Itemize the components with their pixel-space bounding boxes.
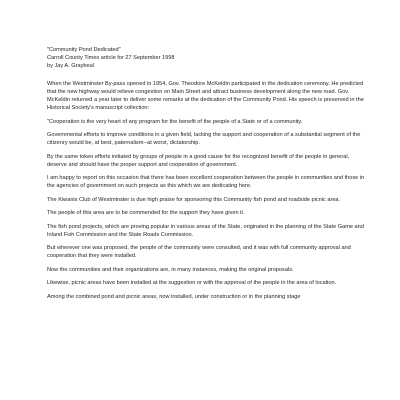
article-source: Carroll County Times article for 27 September 1998: [47, 55, 175, 61]
article-title: "Community Pond Dedicated": [47, 47, 121, 53]
document-body: [47, 46, 367, 306]
paragraph: The people of this area are to be commended for the support they have given it.: [47, 210, 245, 216]
paragraph: I am happy to report on this occasion that there has been excellent cooperation between the people in communities and those in the agencies of government on such projects as this which we are dedicating here.: [47, 175, 365, 189]
paragraph: By the same token efforts initiated by groups of people in a good cause for the recognized benefit of the people in general, deserve and should have the proper support and cooperation of government.: [47, 153, 350, 168]
article-header: [47, 46, 367, 70]
paragraph: Likewise, picnic areas have been installed at the suggestion or with the approval of the people in the area of location.: [47, 280, 337, 286]
paragraph: Now the communities and their organizations are, in many instances, making the original proposals.: [47, 266, 294, 273]
paragraph: The fish pond projects, which are proving popular in various areas of the State, originated in the planning of the State Game and Inland Fish Commission and the State Roads Commission.: [47, 223, 364, 238]
paragraph: Among the combined pond and picnic areas, now installed, under construction or in the planning stage: [47, 293, 301, 300]
paragraph-quote-opening: "Cooperation is the very heart of any program for the benefit of the people of a State or of a community.: [47, 118, 303, 125]
paragraph-intro: When the Westminster By-pass opened in 1954, Gov. Theodore McKeldin participated in the dedication ceremony. He predicted that the new highway would relieve congestion on Main Street and attract business development along the new road. Gov. McKeldin returned a year later to deliver some remarks at the dedication of the Community Pond. His speech is preserved in the Historical Society's manuscript collection:: [47, 81, 364, 111]
paragraph: But wherever one was proposed, the people of the community were consulted, and it was with full community approval and cooperation that they were installed.: [47, 245, 351, 259]
paragraph: Governmental efforts to improve conditions in a given field, lacking the support and cooperation of a substantial segment of the citizenry would be, at best, paternalism--at worst, dictatorship.: [47, 132, 361, 146]
article-byline: by Jay A. Graybeal: [47, 63, 94, 69]
paragraph: The Kiwanis Club of Westminster is due high praise for sponsoring this Community fish pond and roadside picnic area.: [47, 196, 341, 203]
